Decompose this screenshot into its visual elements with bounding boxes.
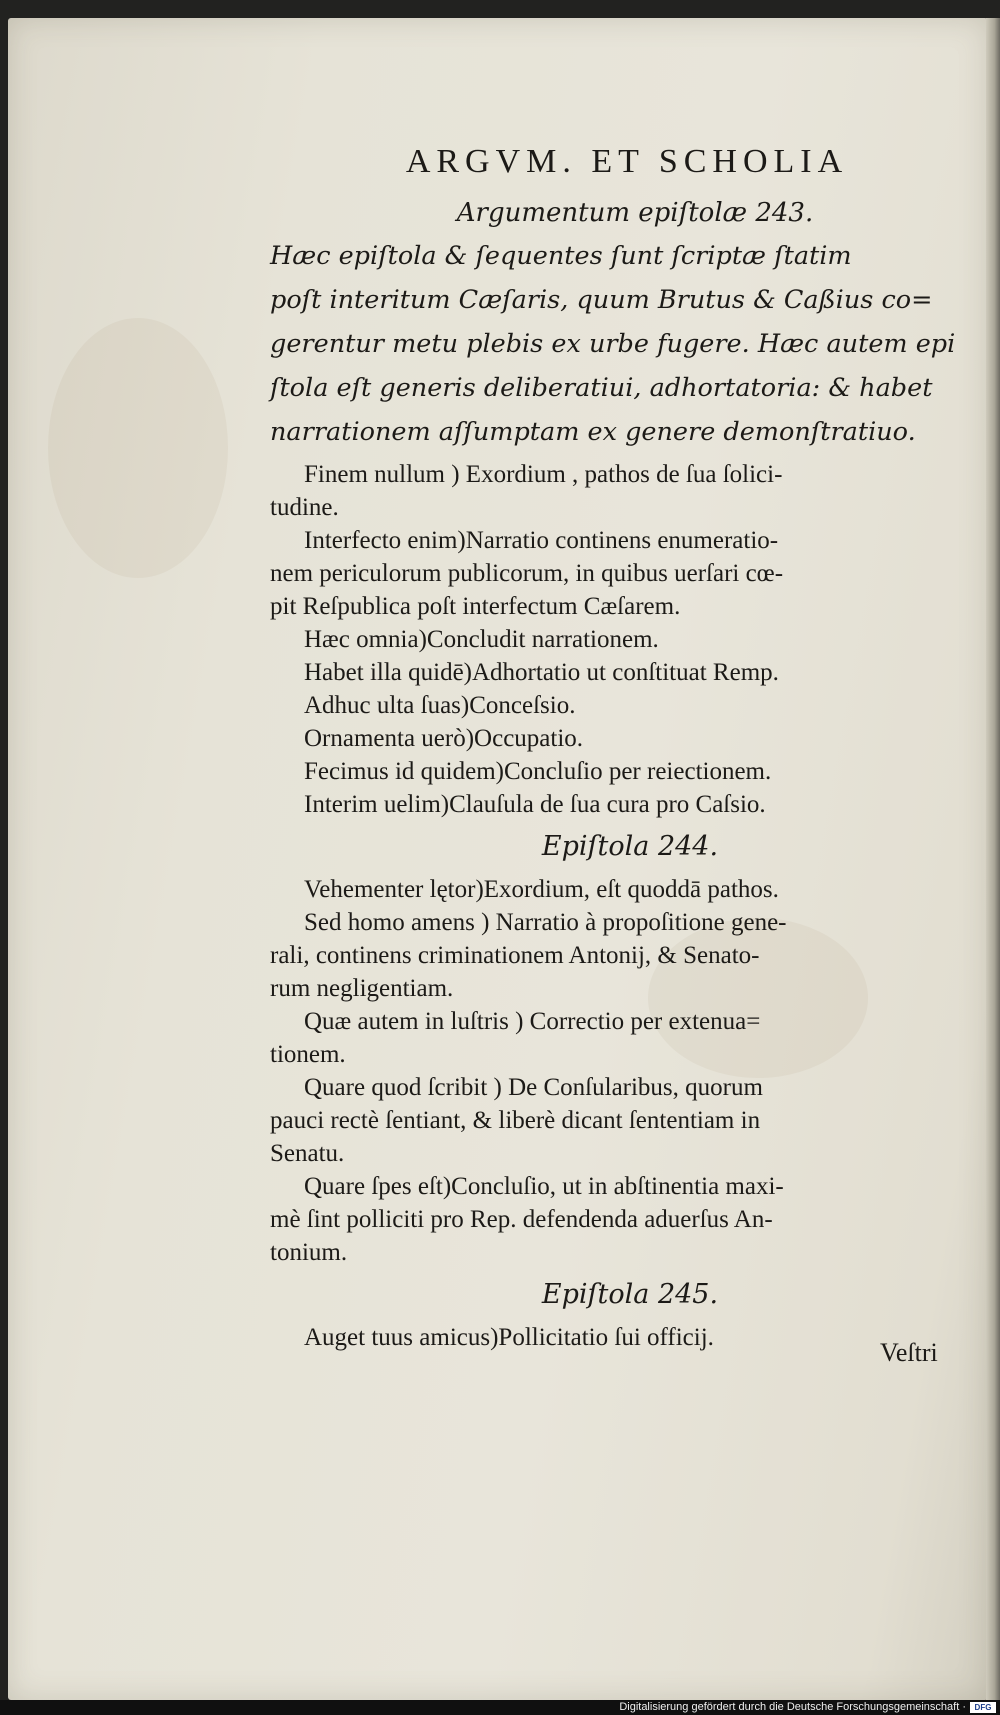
scholia-244 [270, 873, 970, 1269]
dfg-logo: DFG [970, 1702, 996, 1713]
text-line: nem periculorum publicorum, in quibus uerſari cœ- [270, 560, 784, 587]
scholion-entry [270, 656, 970, 689]
text-line: Interfecto enim)Narratio continens enumeratio- [304, 527, 779, 554]
scholion-entry [270, 524, 970, 623]
text-line: ſtola eſt generis deliberatiui, adhortatoria: & habet [270, 373, 933, 403]
scholion-entry [270, 1071, 970, 1170]
scholia-245 [270, 1321, 970, 1354]
running-head: ARGVM. ET SCHOLIA [405, 143, 849, 180]
footer-bar [0, 1700, 1000, 1715]
text-line: Quare ſpes eſt)Concluſio, ut in abſtinentia maxi- [304, 1173, 784, 1200]
text-line: tudine. [270, 494, 339, 521]
text-line: mè ſint polliciti pro Rep. defendenda aduerſus An- [270, 1206, 773, 1233]
argumentum-title: Argumentum epiſtolæ 243. [456, 198, 814, 228]
text-line: Quæ autem in luſtris ) Correctio per extenua= [304, 1008, 761, 1035]
funding-credit: Digitalisierung gefördert durch die Deutsche Forschungsgemeinschaft · [619, 1701, 966, 1713]
scholion-entry [270, 755, 970, 788]
page-text [270, 140, 970, 1354]
text-line: Ornamenta uerò)Occupatio. [304, 725, 584, 752]
epistola-245-title: Epiſtola 245. [541, 1279, 719, 1310]
paper-stain [48, 318, 228, 578]
text-line: rali, continens criminationem Antonij, & Senato- [270, 942, 760, 969]
scholion-entry [270, 788, 970, 821]
scholion-entry [270, 722, 970, 755]
text-line: poſt interitum Cæſaris, quum Brutus & Caßius co= [270, 285, 933, 315]
epistola-244-title: Epiſtola 244. [541, 831, 719, 862]
text-line: Auget tuus amicus)Pollicitatio ſui officij. [304, 1324, 714, 1351]
argumentum-paragraph [270, 234, 970, 454]
page-edge [986, 18, 1000, 1700]
text-line: rum negligentiam. [270, 975, 454, 1002]
text-line: Hæc epiſtola & ſequentes ſunt ſcriptæ ſtatim [270, 241, 852, 271]
scholion-entry [270, 623, 970, 656]
text-line: Fecimus id quidem)Concluſio per reiectionem. [304, 758, 772, 785]
text-line: gerentur metu plebis ex urbe fugere. Hæc autem epi [270, 329, 956, 359]
scholion-entry [270, 689, 970, 722]
text-line: Interim uelim)Clauſula de ſua cura pro Caſsio. [304, 791, 766, 818]
text-line: Vehementer lętor)Exordium, eſt quoddā pathos. [304, 876, 779, 903]
text-line: Finem nullum ) Exordium , pathos de ſua ſolici- [304, 461, 783, 488]
text-line: narrationem aſſumptam ex genere demonſtratiuo. [270, 417, 916, 447]
text-line: Senatu. [270, 1140, 345, 1167]
text-line: pit Reſpublica poſt interfectum Cæſarem. [270, 593, 681, 620]
scholion-entry [270, 458, 970, 524]
text-line: tionem. [270, 1041, 346, 1068]
text-line: tonium. [270, 1239, 348, 1266]
text-line: Sed homo amens ) Narratio à propoſitione gene- [304, 909, 787, 936]
text-line: Adhuc ulta ſuas)Conceſsio. [304, 692, 576, 719]
scholion-entry [270, 1005, 970, 1071]
text-line: pauci rectè ſentiant, & liberè dicant ſententiam in [270, 1107, 761, 1134]
scholion-entry [270, 1170, 970, 1269]
text-line: Hæc omnia)Concludit narrationem. [304, 626, 659, 653]
scholion-entry [270, 1321, 970, 1354]
catchword: Veſtri [880, 1338, 938, 1367]
scholion-entry [270, 873, 970, 906]
scholia-243 [270, 458, 970, 821]
text-line: Quare quod ſcribit ) De Conſularibus, quorum [304, 1074, 763, 1101]
text-line: Habet illa quidē)Adhortatio ut conſtituat Remp. [304, 659, 779, 686]
scholion-entry [270, 906, 970, 1005]
